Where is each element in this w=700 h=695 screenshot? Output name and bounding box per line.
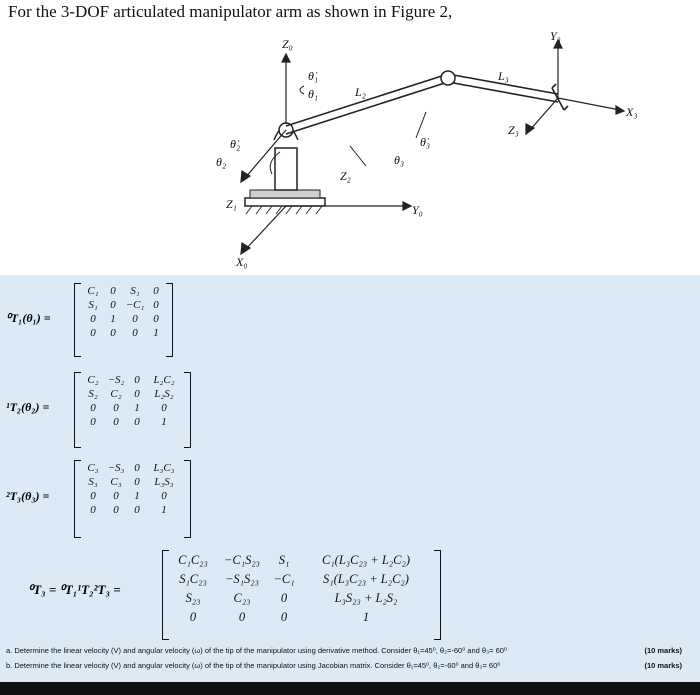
link-l2 bbox=[286, 74, 448, 134]
x3-axis bbox=[558, 98, 620, 110]
label-l2: L₂ bbox=[355, 85, 366, 99]
z3-axis bbox=[530, 98, 558, 130]
question-a-marks: (10 marks) bbox=[644, 646, 682, 655]
t1-lhs: ⁰T₁(θ₁) = bbox=[6, 311, 51, 325]
problem-title: For the 3-DOF articulated manipulator arm as shown in Figure 2, bbox=[8, 2, 453, 21]
label-theta2-dot: θ̇₂ bbox=[230, 137, 241, 151]
label-x3: X₃ bbox=[626, 105, 638, 119]
label-y3: Y₃ bbox=[550, 29, 561, 43]
label-l3: L₃ bbox=[498, 69, 509, 83]
label-theta3-dot: θ̇₃ bbox=[420, 135, 431, 149]
manipulator-figure bbox=[190, 28, 690, 273]
bottom-bar bbox=[0, 682, 700, 695]
label-theta1: θ₁ bbox=[308, 87, 319, 101]
label-z0: Z₀ bbox=[282, 37, 293, 51]
elbow-joint bbox=[441, 71, 455, 85]
t0-3-lhs: ⁰T₃ = ⁰T₁¹T₂²T₃ = bbox=[28, 582, 121, 597]
robot-base bbox=[245, 123, 325, 214]
label-theta2: θ₂ bbox=[216, 155, 227, 169]
t3-left-bracket bbox=[74, 460, 81, 538]
label-theta3: θ₃ bbox=[394, 153, 405, 167]
label-z2: Z₂ bbox=[340, 169, 351, 183]
label-z1: Z₁ bbox=[226, 197, 237, 211]
label-z3: Z₃ bbox=[508, 123, 519, 137]
t2-matrix: C₂ −S₂ 0 L₂C₂ S₂ C₂ 0 L₂S₂ 0 0 1 0 0 0 0 1 bbox=[87, 374, 175, 428]
t0-3-left-bracket bbox=[162, 550, 169, 640]
label-theta1-dot: θ̇₁ bbox=[308, 69, 319, 83]
label-x0: X₀ bbox=[236, 255, 248, 269]
t2-lhs: ¹T₂(θ₂) = bbox=[6, 400, 50, 414]
t0-3-right-bracket bbox=[434, 550, 441, 640]
t1-matrix: C₁ 0 S₁ 0 S₁ 0 −C₁ 0 0 1 0 0 0 0 0 1 bbox=[87, 285, 159, 339]
question-a: a. Determine the linear velocity (V) and angular velocity (ω) of the tip of the manipulator using derivative method. Consider θ₁=45⁰, θ₂=-60⁰ and θ₃= 60⁰ bbox=[6, 646, 507, 655]
question-b-marks: (10 marks) bbox=[644, 661, 682, 670]
t3-right-bracket bbox=[184, 460, 191, 538]
t1-left-bracket bbox=[74, 283, 81, 357]
question-b: b. Determine the linear velocity (V) and angular velocity (ω) of the tip of the manipulator using Jacobian matrix. Consider θ₁=45⁰, θ₂=-60⁰ and θ₃= 60⁰ bbox=[6, 661, 501, 670]
x0-axis bbox=[245, 206, 286, 250]
end-effector bbox=[552, 84, 568, 110]
t3-lhs: ²T₃(θ₃) = bbox=[6, 489, 50, 503]
t3-matrix: C₃ −S₃ 0 L₃C₃ S₃ C₃ 0 L₃S₃ 0 0 1 0 0 0 0 1 bbox=[87, 462, 175, 516]
t2-right-bracket bbox=[184, 372, 191, 448]
t1-right-bracket bbox=[166, 283, 173, 357]
label-y0: Y₀ bbox=[412, 203, 423, 217]
t0-3-matrix: C₁C₂₃ −C₁S₂₃ S₁ C₁(L₃C₂₃ + L₂C₂) S₁C₂₃ −S₁S₂₃ −C₁ S₁(L₃C₂₃ + L₂C₂) S₂₃ C₂₃ 0 L₃S₂₃ + L₂S₂ 0 0 0 1 bbox=[178, 553, 410, 624]
t2-left-bracket bbox=[74, 372, 81, 448]
